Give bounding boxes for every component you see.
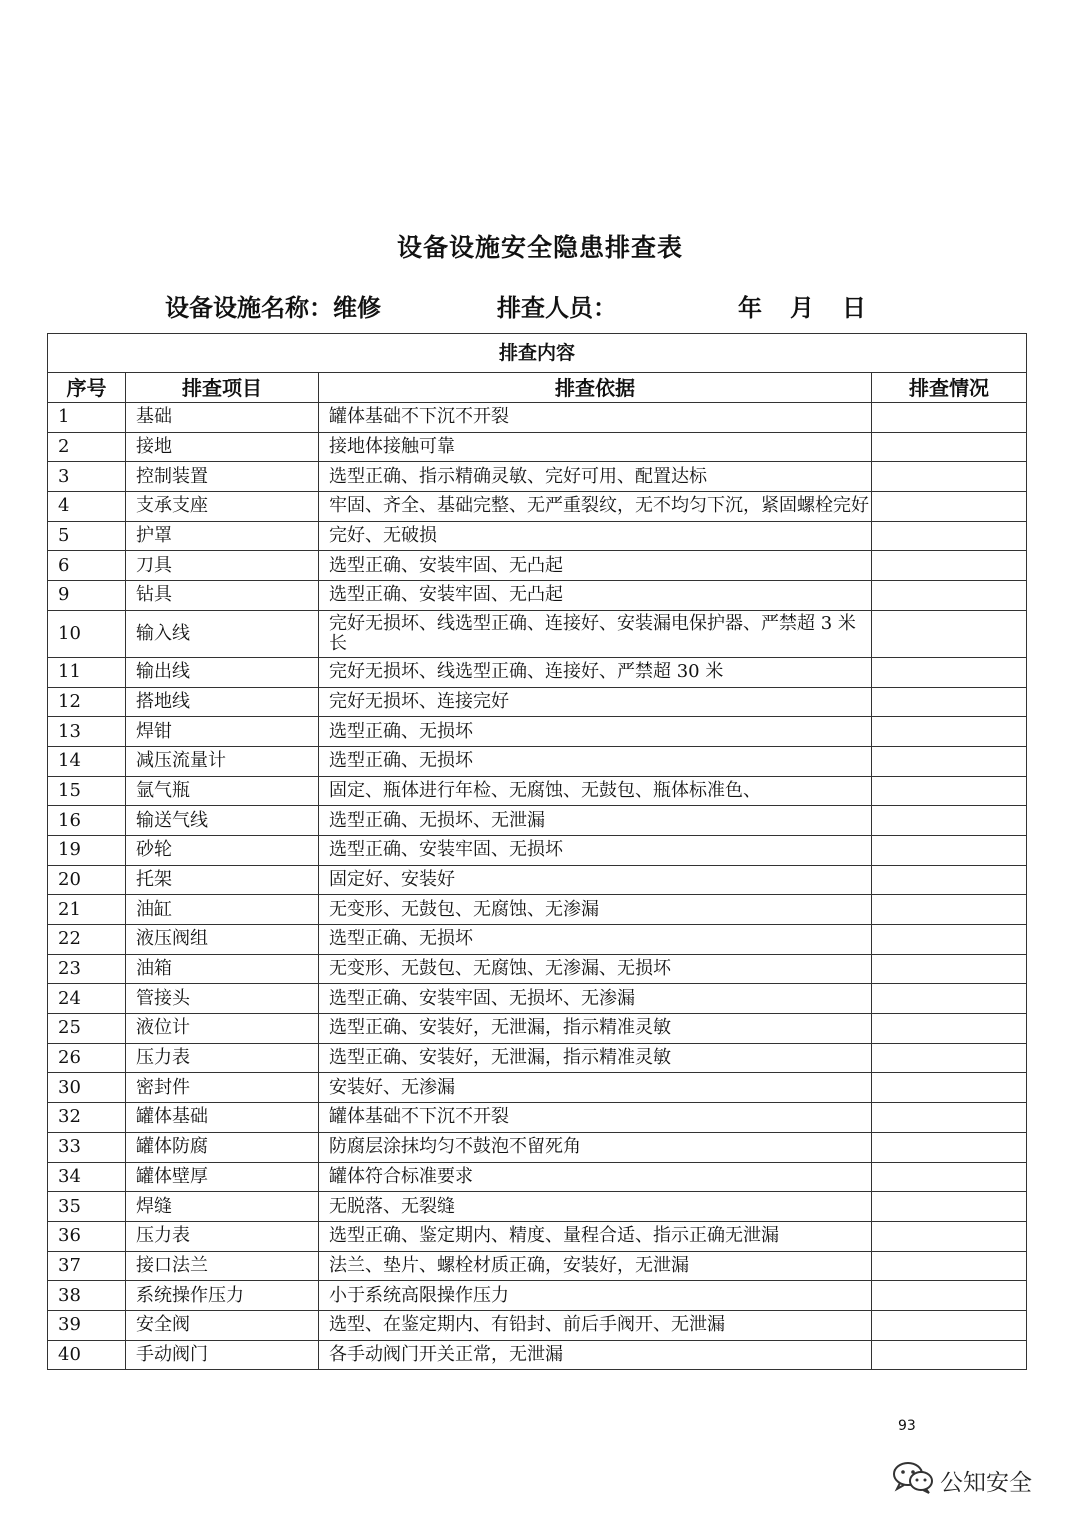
row-number: 10 xyxy=(48,610,126,657)
row-status-cell[interactable] xyxy=(872,462,1027,492)
table-row xyxy=(48,1162,1027,1192)
row-status-cell[interactable] xyxy=(872,492,1027,522)
row-item: 减压流量计 xyxy=(126,746,319,776)
row-basis: 罐体符合标准要求 xyxy=(319,1162,872,1192)
row-number: 9 xyxy=(48,581,126,611)
row-item: 接口法兰 xyxy=(126,1251,319,1281)
row-number: 19 xyxy=(48,835,126,865)
row-basis: 罐体基础不下沉不开裂 xyxy=(319,1103,872,1133)
header-no: 序号 xyxy=(48,373,126,403)
row-basis: 固定、瓶体进行年检、无腐蚀、无鼓包、瓶体标准色、 xyxy=(319,776,872,806)
row-item: 托架 xyxy=(126,865,319,895)
row-status-cell[interactable] xyxy=(872,1014,1027,1044)
page-number: 93 xyxy=(898,1418,916,1434)
row-number: 11 xyxy=(48,657,126,687)
row-status-cell[interactable] xyxy=(872,954,1027,984)
row-item: 接地 xyxy=(126,432,319,462)
row-number: 5 xyxy=(48,521,126,551)
row-number: 25 xyxy=(48,1014,126,1044)
row-item: 液压阀组 xyxy=(126,925,319,955)
table-row xyxy=(48,954,1027,984)
table-row xyxy=(48,865,1027,895)
row-number: 38 xyxy=(48,1281,126,1311)
inspector-label: 排查人员： xyxy=(497,293,617,322)
row-item: 手动阀门 xyxy=(126,1340,319,1370)
row-item: 安全阀 xyxy=(126,1310,319,1340)
row-basis: 安装好、无渗漏 xyxy=(319,1073,872,1103)
header-status: 排查情况 xyxy=(872,373,1027,403)
row-basis: 小于系统高限操作压力 xyxy=(319,1281,872,1311)
row-item: 焊钳 xyxy=(126,717,319,747)
table-row xyxy=(48,610,1027,657)
table-caption: 排查内容 xyxy=(48,334,1027,373)
table-row xyxy=(48,403,1027,433)
row-status-cell[interactable] xyxy=(872,1310,1027,1340)
row-basis: 固定好、安装好 xyxy=(319,865,872,895)
row-basis: 各手动阀门开关正常，无泄漏 xyxy=(319,1340,872,1370)
table-row xyxy=(48,687,1027,717)
table-row xyxy=(48,1043,1027,1073)
row-number: 30 xyxy=(48,1073,126,1103)
row-basis: 法兰、垫片、螺栓材质正确，安装好，无泄漏 xyxy=(319,1251,872,1281)
row-status-cell[interactable] xyxy=(872,895,1027,925)
table-row xyxy=(48,1014,1027,1044)
table-row xyxy=(48,746,1027,776)
row-item: 油缸 xyxy=(126,895,319,925)
row-item: 罐体基础 xyxy=(126,1103,319,1133)
row-basis: 选型正确、安装牢固、无凸起 xyxy=(319,581,872,611)
row-item: 护罩 xyxy=(126,521,319,551)
row-item: 搭地线 xyxy=(126,687,319,717)
row-number: 32 xyxy=(48,1103,126,1133)
row-basis: 选型正确、安装牢固、无凸起 xyxy=(319,551,872,581)
row-item: 控制装置 xyxy=(126,462,319,492)
row-status-cell[interactable] xyxy=(872,865,1027,895)
row-basis: 选型正确、安装好，无泄漏，指示精准灵敏 xyxy=(319,1043,872,1073)
row-basis: 选型正确、无损坏 xyxy=(319,925,872,955)
row-status-cell[interactable] xyxy=(872,835,1027,865)
row-basis: 接地体接触可靠 xyxy=(319,432,872,462)
equipment-name-label: 设备设施名称：维修 xyxy=(165,293,381,322)
row-status-cell[interactable] xyxy=(872,687,1027,717)
row-basis: 罐体基础不下沉不开裂 xyxy=(319,403,872,433)
table-row xyxy=(48,1132,1027,1162)
page-title: 设备设施安全隐患排查表 xyxy=(396,233,683,262)
table-row xyxy=(48,581,1027,611)
row-number: 15 xyxy=(48,776,126,806)
month-label: 月 xyxy=(790,293,814,322)
header-item: 排查项目 xyxy=(126,373,319,403)
row-number: 39 xyxy=(48,1310,126,1340)
row-status-cell[interactable] xyxy=(872,984,1027,1014)
row-item: 输入线 xyxy=(126,610,319,657)
table-row xyxy=(48,806,1027,836)
inspection-table xyxy=(47,333,1027,1370)
row-item: 罐体壁厚 xyxy=(126,1162,319,1192)
table-row xyxy=(48,1073,1027,1103)
row-status-cell[interactable] xyxy=(872,403,1027,433)
row-basis: 选型正确、无损坏、无泄漏 xyxy=(319,806,872,836)
row-number: 40 xyxy=(48,1340,126,1370)
row-status-cell[interactable] xyxy=(872,746,1027,776)
row-number: 35 xyxy=(48,1192,126,1222)
table-row xyxy=(48,1310,1027,1340)
row-number: 2 xyxy=(48,432,126,462)
table-row xyxy=(48,657,1027,687)
table-row xyxy=(48,1103,1027,1133)
row-number: 14 xyxy=(48,746,126,776)
table-row xyxy=(48,551,1027,581)
row-number: 37 xyxy=(48,1251,126,1281)
row-status-cell[interactable] xyxy=(872,610,1027,657)
table-row xyxy=(48,1251,1027,1281)
row-basis: 选型正确、指示精确灵敏、完好可用、配置达标 xyxy=(319,462,872,492)
row-number: 4 xyxy=(48,492,126,522)
row-basis: 选型正确、安装牢固、无损坏 xyxy=(319,835,872,865)
table-body xyxy=(48,403,1027,1370)
row-status-cell[interactable] xyxy=(872,1221,1027,1251)
row-item: 支承支座 xyxy=(126,492,319,522)
table-row xyxy=(48,984,1027,1014)
row-basis: 完好、无破损 xyxy=(319,521,872,551)
row-status-cell[interactable] xyxy=(872,717,1027,747)
header-basis: 排查依据 xyxy=(319,373,872,403)
row-basis: 选型正确、无损坏 xyxy=(319,717,872,747)
row-item: 砂轮 xyxy=(126,835,319,865)
row-basis: 选型、在鉴定期内、有铅封、前后手阀开、无泄漏 xyxy=(319,1310,872,1340)
row-number: 23 xyxy=(48,954,126,984)
row-number: 16 xyxy=(48,806,126,836)
table-row xyxy=(48,462,1027,492)
table-row xyxy=(48,1340,1027,1370)
row-status-cell[interactable] xyxy=(872,581,1027,611)
row-status-cell[interactable] xyxy=(872,1073,1027,1103)
table-row xyxy=(48,895,1027,925)
row-number: 13 xyxy=(48,717,126,747)
watermark xyxy=(892,1462,1032,1498)
row-number: 22 xyxy=(48,925,126,955)
row-item: 钻具 xyxy=(126,581,319,611)
row-status-cell[interactable] xyxy=(872,806,1027,836)
row-item: 输出线 xyxy=(126,657,319,687)
row-item: 输送气线 xyxy=(126,806,319,836)
form-header xyxy=(0,288,1080,322)
row-number: 1 xyxy=(48,403,126,433)
row-status-cell[interactable] xyxy=(872,1132,1027,1162)
table-row xyxy=(48,521,1027,551)
row-basis: 防腐层涂抹均匀不鼓泡不留死角 xyxy=(319,1132,872,1162)
row-number: 36 xyxy=(48,1221,126,1251)
row-item: 基础 xyxy=(126,403,319,433)
row-item: 液位计 xyxy=(126,1014,319,1044)
day-label: 日 xyxy=(842,293,866,322)
table-row xyxy=(48,776,1027,806)
row-status-cell[interactable] xyxy=(872,521,1027,551)
row-number: 26 xyxy=(48,1043,126,1073)
wechat-icon xyxy=(892,1460,934,1500)
row-status-cell[interactable] xyxy=(872,1340,1027,1370)
table-row xyxy=(48,925,1027,955)
row-number: 12 xyxy=(48,687,126,717)
row-item: 油箱 xyxy=(126,954,319,984)
row-status-cell[interactable] xyxy=(872,1103,1027,1133)
table-row xyxy=(48,432,1027,462)
table-row xyxy=(48,1192,1027,1222)
row-item: 系统操作压力 xyxy=(126,1281,319,1311)
row-basis: 牢固、齐全、基础完整、无严重裂纹，无不均匀下沉，紧固螺栓完好 xyxy=(319,492,872,522)
row-status-cell[interactable] xyxy=(872,1251,1027,1281)
row-number: 33 xyxy=(48,1132,126,1162)
row-status-cell[interactable] xyxy=(872,551,1027,581)
row-basis: 选型正确、安装好，无泄漏，指示精准灵敏 xyxy=(319,1014,872,1044)
table-row xyxy=(48,1281,1027,1311)
year-label: 年 xyxy=(738,293,762,322)
row-status-cell[interactable] xyxy=(872,1192,1027,1222)
row-status-cell[interactable] xyxy=(872,925,1027,955)
row-basis: 选型正确、无损坏 xyxy=(319,746,872,776)
row-number: 3 xyxy=(48,462,126,492)
row-item: 刀具 xyxy=(126,551,319,581)
row-item: 焊缝 xyxy=(126,1192,319,1222)
row-basis: 完好无损坏、连接完好 xyxy=(319,687,872,717)
row-status-cell[interactable] xyxy=(872,657,1027,687)
row-basis: 选型正确、鉴定期内、精度、量程合适、指示正确无泄漏 xyxy=(319,1221,872,1251)
row-status-cell[interactable] xyxy=(872,432,1027,462)
row-basis: 完好无损坏、线选型正确、连接好、安装漏电保护器、严禁超 3 米长 xyxy=(319,610,872,657)
row-item: 氩气瓶 xyxy=(126,776,319,806)
watermark-text: 公知安全 xyxy=(940,1469,1032,1496)
row-basis: 选型正确、安装牢固、无损坏、无渗漏 xyxy=(319,984,872,1014)
row-number: 6 xyxy=(48,551,126,581)
row-number: 34 xyxy=(48,1162,126,1192)
table-row xyxy=(48,835,1027,865)
row-status-cell[interactable] xyxy=(872,1281,1027,1311)
row-item: 压力表 xyxy=(126,1221,319,1251)
row-item: 密封件 xyxy=(126,1073,319,1103)
row-item: 罐体防腐 xyxy=(126,1132,319,1162)
row-basis: 无脱落、无裂缝 xyxy=(319,1192,872,1222)
table-row xyxy=(48,1221,1027,1251)
row-basis: 完好无损坏、线选型正确、连接好、严禁超 30 米 xyxy=(319,657,872,687)
row-status-cell[interactable] xyxy=(872,1043,1027,1073)
table-row xyxy=(48,717,1027,747)
row-number: 21 xyxy=(48,895,126,925)
row-item: 管接头 xyxy=(126,984,319,1014)
row-number: 24 xyxy=(48,984,126,1014)
row-basis: 无变形、无鼓包、无腐蚀、无渗漏、无损坏 xyxy=(319,954,872,984)
row-status-cell[interactable] xyxy=(872,1162,1027,1192)
row-number: 20 xyxy=(48,865,126,895)
row-item: 压力表 xyxy=(126,1043,319,1073)
row-basis: 无变形、无鼓包、无腐蚀、无渗漏 xyxy=(319,895,872,925)
table-row xyxy=(48,492,1027,522)
row-status-cell[interactable] xyxy=(872,776,1027,806)
